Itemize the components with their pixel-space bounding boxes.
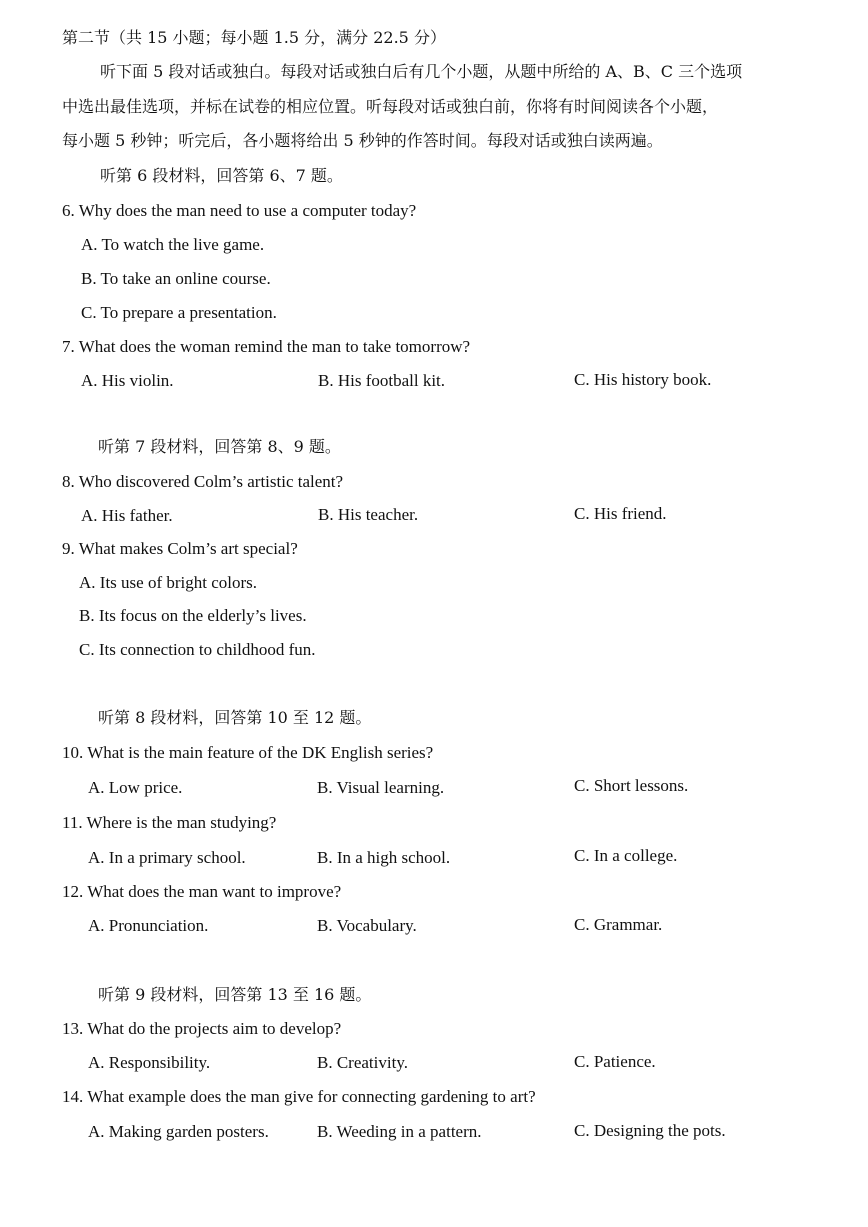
group-intro: 听第 6 段材料，回答第 6、7 题。 <box>100 166 343 185</box>
answer-option[interactable]: A. In a primary school. <box>88 848 246 867</box>
question-text: 8. Who discovered Colm’s artistic talent? <box>62 472 344 491</box>
answer-option[interactable]: B. Its focus on the elderly’s lives. <box>79 606 307 625</box>
answer-option[interactable]: C. Short lessons. <box>574 776 689 795</box>
answer-option[interactable]: A. Responsibility. <box>88 1053 211 1072</box>
instructions-line-2: 中选出最佳选项，并标在试卷的相应位置。听每段对话或独白前，你将有时间阅读各个小题， <box>62 97 719 116</box>
answer-option[interactable]: B. To take an online course. <box>81 269 271 288</box>
answer-option[interactable]: B. Creativity. <box>317 1053 408 1072</box>
answer-option[interactable]: B. In a high school. <box>317 848 451 867</box>
answer-option[interactable]: A. His father. <box>81 506 173 525</box>
answer-option[interactable]: B. Weeding in a pattern. <box>317 1122 482 1141</box>
answer-option[interactable]: C. Designing the pots. <box>574 1121 726 1140</box>
group-intro: 听第 7 段材料，回答第 8、9 题。 <box>98 437 341 456</box>
instructions-line-3: 每小题 5 秒钟；听完后，各小题将给出 5 秒钟的作答时间。每段对话或独白读两遍。 <box>62 131 663 150</box>
question-text: 12. What does the man want to improve? <box>62 882 342 901</box>
answer-option[interactable]: A. Pronunciation. <box>88 916 209 935</box>
group-intro: 听第 8 段材料，回答第 10 至 12 题。 <box>98 708 372 727</box>
instructions-line-1: 听下面 5 段对话或独白。每段对话或独白后有几个小题，从题中所给的 A、B、C 三个选项 <box>100 62 743 81</box>
answer-option[interactable]: C. Grammar. <box>574 915 663 934</box>
answer-option[interactable]: B. His teacher. <box>318 505 419 524</box>
answer-option[interactable]: A. Low price. <box>88 778 183 797</box>
answer-option[interactable]: C. Its connection to childhood fun. <box>79 640 316 659</box>
question-text: 9. What makes Colm’s art special? <box>62 539 298 558</box>
answer-option[interactable]: C. In a college. <box>574 846 678 865</box>
answer-option[interactable]: B. His football kit. <box>318 371 446 390</box>
question-text: 13. What do the projects aim to develop? <box>62 1019 342 1038</box>
question-text: 7. What does the woman remind the man to take tomorrow? <box>62 337 471 356</box>
question-text: 10. What is the main feature of the DK English series? <box>62 743 434 762</box>
answer-option[interactable]: C. His friend. <box>574 504 667 523</box>
answer-option[interactable]: A. Its use of bright colors. <box>79 573 258 592</box>
question-text: 14. What example does the man give for connecting gardening to art? <box>62 1087 536 1106</box>
question-text: 6. Why does the man need to use a computer today? <box>62 201 417 220</box>
answer-option[interactable]: C. His history book. <box>574 370 712 389</box>
answer-option[interactable]: B. Visual learning. <box>317 778 445 797</box>
answer-option[interactable]: C. To prepare a presentation. <box>81 303 277 322</box>
answer-option[interactable]: A. Making garden posters. <box>88 1122 269 1141</box>
answer-option[interactable]: A. His violin. <box>81 371 174 390</box>
group-intro: 听第 9 段材料，回答第 13 至 16 题。 <box>98 985 372 1004</box>
answer-option[interactable]: C. Patience. <box>574 1052 656 1071</box>
section-header: 第二节（共 15 小题；每小题 1.5 分，满分 22.5 分） <box>62 28 446 47</box>
question-text: 11. Where is the man studying? <box>62 813 277 832</box>
answer-option[interactable]: A. To watch the live game. <box>81 235 265 254</box>
answer-option[interactable]: B. Vocabulary. <box>317 916 417 935</box>
